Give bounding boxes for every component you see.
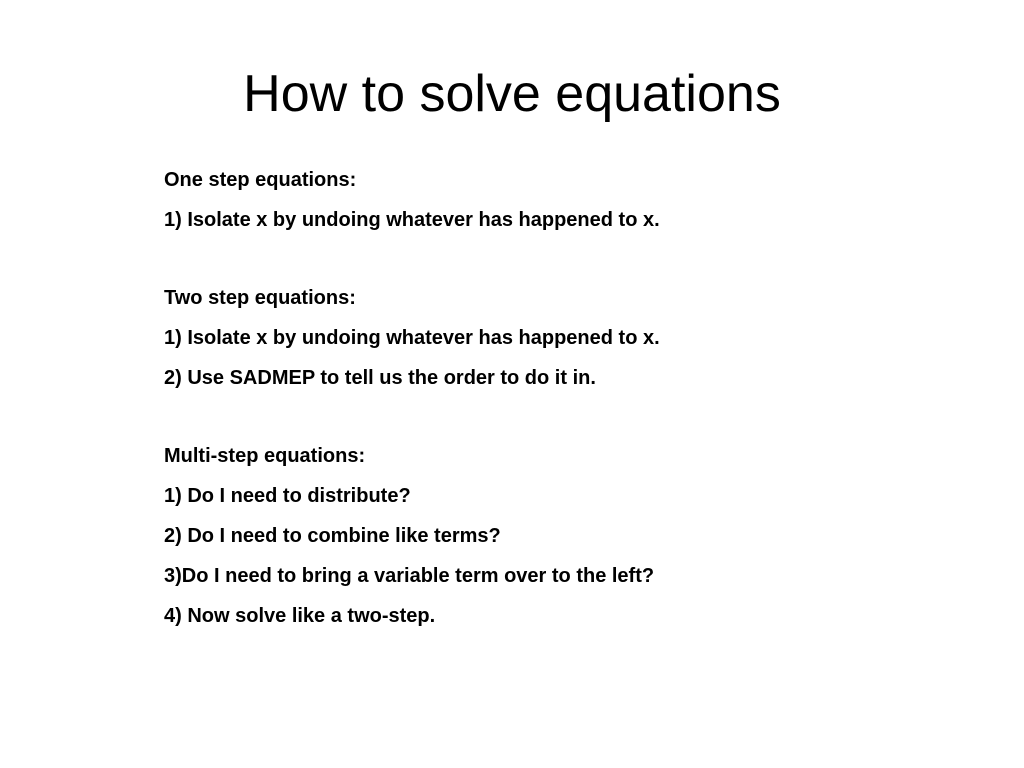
step-item: 2) Use SADMEP to tell us the order to do it in. [164,367,596,389]
section-heading: Two step equations: [164,287,356,309]
step-item: 1) Isolate x by undoing whatever has happened to x. [164,327,660,349]
section-heading: One step equations: [164,169,357,191]
step-item: 1) Do I need to distribute? [164,485,411,507]
slide-title: How to solve equations [243,65,781,123]
step-item: 4) Now solve like a two-step. [164,605,436,627]
section-two-step [164,278,964,398]
slide-content [164,160,964,674]
step-item: 2) Do I need to combine like terms? [164,525,501,547]
step-item: 1) Isolate x by undoing whatever has happened to x. [164,209,660,231]
section-multi-step [164,436,964,636]
section-one-step [164,160,964,240]
step-item: 3)Do I need to bring a variable term over to the left? [164,565,655,587]
section-heading: Multi-step equations: [164,445,366,467]
